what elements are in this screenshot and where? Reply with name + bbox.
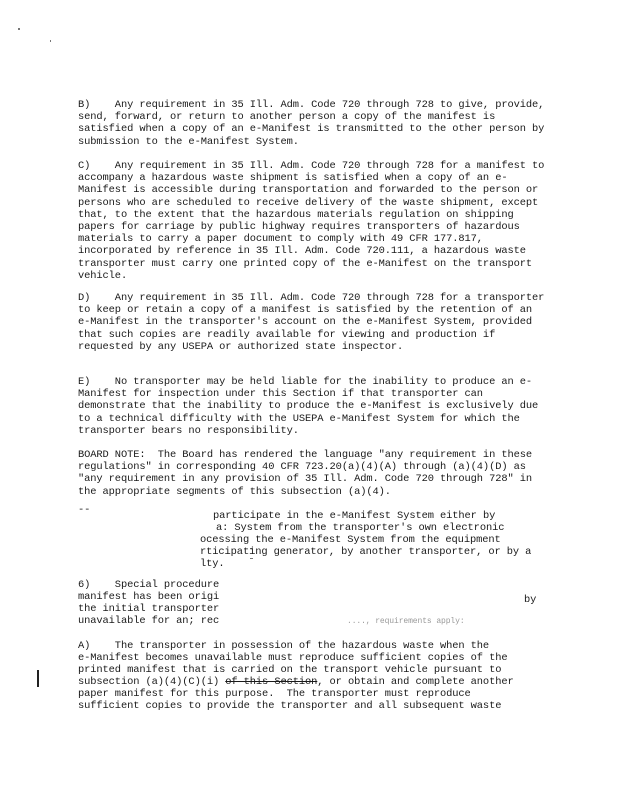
section-6-requirements-apply: ...., requirements apply:	[347, 617, 465, 626]
section-6-line-1: 6) Special procedure	[78, 579, 220, 591]
fragment-line-4: rticipating generator, by another transporter, or by a	[200, 546, 532, 558]
paragraph-a-line-5: paper manifest for this purpose. The transporter must reproduce	[78, 688, 471, 700]
fragment-line-3: ocessing the e-Manifest System from the equipment	[200, 534, 501, 546]
paragraph-b: B) Any requirement in 35 Ill. Adm. Code 720 through 728 to give, provide, send, forward, or return to another person a copy of the manifest is satisfied when a copy of an e-Manifest is transmitted to the other person by submission to the e-Manifest System.	[78, 99, 551, 148]
revision-bar	[37, 670, 39, 687]
paragraph-d: D) Any requirement in 35 Ill. Adm. Code 720 through 728 for a transporter to keep or retain a copy of a manifest is satisfied by the retention of an e-Manifest in the transporter's account on the e-Manifest System, provided that such copies are readily available for viewing and production if requested by any USEPA or authorized state inspector.	[78, 292, 551, 353]
fragment-line-1: participate in the e-Manifest System either by	[213, 510, 496, 522]
section-6-by: by	[524, 594, 537, 606]
board-note: BOARD NOTE: The Board has rendered the language "any requirement in these regulations" in corresponding 40 CFR 723.20(a)(4)(A) through (a)(4)(D) as "any requirement in any provision of 35 Ill. Adm. Code 720 through 728" in the appropriate segments of this subsection (a)(4).	[78, 449, 539, 498]
paragraph-c: C) Any requirement in 35 Ill. Adm. Code 720 through 728 for a manifest to accompany a hazardous waste shipment is satisfied when a copy of an e-Manifest is accessible during transportation and forwarded to the person or persons who are scheduled to receive delivery of the waste shipment, except that, to the extent that the hazardous materials regulation on shipping papers for carriage by public highway requires transporters of hazardous materials to carry a paper document to comply with 49 CFR 177.817, incorporated by reference in 35 Ill. Adm. Code 720.111, a hazardous waste transporter must carry one printed copy of the e-Manifest on the transport vehicle.	[78, 160, 551, 282]
scan-speck	[50, 40, 51, 42]
section-6-line-3: the initial transporter	[78, 603, 220, 615]
paragraph-a-line-4-start: subsection (a)(4)(C)(i)	[78, 676, 226, 688]
paragraph-a-line-1: A) The transporter in possession of the hazardous waste when the	[78, 640, 490, 652]
fragment-line-5: lty.	[200, 558, 225, 570]
section-6-line-4: unavailable for an; rec	[78, 615, 220, 627]
scan-speck	[18, 28, 20, 30]
paragraph-a-line-2: e-Manifest becomes unavailable must reproduce sufficient copies of the	[78, 652, 508, 664]
paragraph-a-line-6: sufficient copies to provide the transporter and all subsequent waste	[78, 700, 502, 712]
paragraph-a-line-4-end: , or obtain and complete another	[317, 676, 514, 688]
fragment-dashes: --	[78, 504, 91, 516]
section-6-line-2: manifest has been origi	[78, 591, 220, 603]
paragraph-e: E) No transporter may be held liable for the inability to produce an e-Manifest for inspection under this Section if that transporter can demonstrate that the inability to produce the e-Manifest is exclusively due to a technical difficulty with the USEPA e-Manifest System for which the transporter bears no responsibility.	[78, 376, 545, 437]
fragment-line-2: a: System from the transporter's own electronic	[216, 522, 505, 534]
paragraph-a-line-3: printed manifest that is carried on the transport vehicle pursuant to	[78, 664, 502, 676]
deleted-text: of this Section	[225, 676, 318, 688]
paragraph-a-line-4	[78, 676, 514, 688]
